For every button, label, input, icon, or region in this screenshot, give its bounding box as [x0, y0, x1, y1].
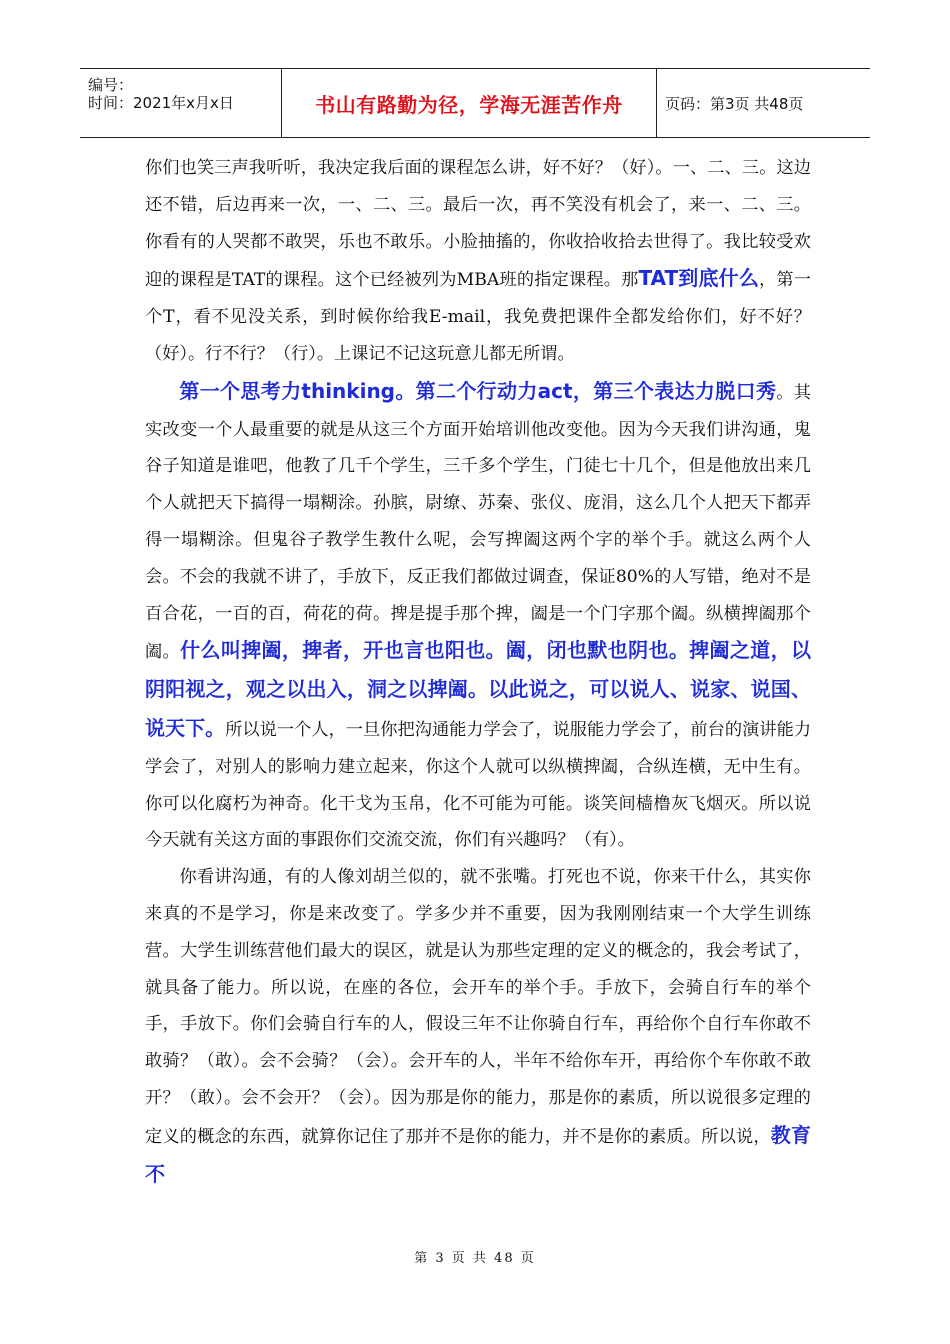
paragraph-2-rest: 所以说一个人，一旦你把沟通能力学会了，说服能力学会了，前台的演讲能力学会了，对别人的影响力建立起来，你这个人就可以纵横捭阖，合纵连横，无中生有。你可以化腐朽为神奇。化干戈为玉帛，化不可能为可能。谈笑间樯橹灰飞烟灭。所以说今天就有关这方面的事跟你们交流交流，你们有兴趣吗？（有）。 — [145, 719, 812, 851]
paragraph-2 — [145, 373, 811, 859]
paragraph-1 — [145, 150, 811, 373]
header-page-code: 页码：第3页 共48页 — [665, 95, 804, 113]
page-footer: 第 3 页 共 48 页 — [414, 1251, 536, 1266]
paragraph-3-text: 你看讲沟通，有的人像刘胡兰似的，就不张嘴。打死也不说，你来干什么，其实你来真的不是学习，你是来改变了。学多少并不重要，因为我刚刚结束一个大学生训练营。大学生训练营他们最大的误区，就是认为那些定理的定义的概念的，我会考试了，就具备了能力。所以说，在座的各位，会开车的举个手。手放下，会骑自行车的举个手，手放下。你们会骑自行车的人，假设三年不让你骑自行车，再给你个自行车你敢不敢骑？（敢）。会不会骑？（会）。会开车的人，半年不给你车开，再给你个车你敢不敢开？（敢）。会不会开？（会）。因为那是你的能力，那是你的素质，所以说很多定理的定义的概念的东西，就算你记住了那并不是你的能力，并不是你的素质。所以说， — [145, 867, 811, 1147]
page-header — [80, 68, 870, 138]
header-motto: 书山有路勤为径，学海无涯苦作舟 — [315, 93, 623, 117]
paragraph-3-highlight: 教育不 — [145, 1122, 811, 1186]
paragraph-1-highlight: TAT到底什么 — [638, 266, 760, 291]
header-page-cell — [657, 69, 870, 137]
paragraph-1-text: 你们也笑三声我听听，我决定我后面的课程怎么讲，好不好？（好）。一、二、三。这边还不错，后边再来一次，一、二、三。最后一次，再不笑没有机会了，来一、二、三。你看有的人哭都不敢哭，乐也不敢乐。小脸抽搐的，你收拾收拾去世得了。我比较受欢迎的课程是TAT的课程。这个已经被列为MBA班的指定课程。那 — [145, 158, 811, 291]
paragraph-2-highlight: 第一个思考力thinking。第二个行动力act，第三个表达力脱口秀 — [179, 378, 777, 403]
paragraph-3 — [145, 859, 811, 1194]
header-time-label: 时间：2021年x月x日 — [88, 94, 234, 112]
document-body — [145, 150, 811, 1194]
header-motto-cell — [281, 69, 657, 137]
header-meta — [80, 69, 280, 137]
paragraph-1-rest: ，第一个T，看不见没关系，到时候你给我E-mail，我免费把课件全都发给你们，好不好？（好）。行不行？（行）。上课记不记这玩意儿都无所谓。 — [145, 270, 811, 364]
paragraph-2-text: 。其实改变一个人最重要的就是从这三个方面开始培训他改变他。因为今天我们讲沟通，鬼谷子知道是谁吧，他教了几千个学生，三千多个学生，门徒七十几个，但是他放出来几个人就把天下搞得一塌糊涂。孙膑，尉缭、苏秦、张仪、庞涓，这么几个人把天下都弄得一塌糊涂。但鬼谷子教学生教什么呢，会写捭阖这两个字的举个手。就这么两个人会。不会的我就不讲了，手放下，反正我们都做过调查，保证80%的人写错，绝对不是百合花，一百的百，荷花的荷。捭是提手那个捭，阖是一个门字那个阖。纵横捭阖那个阖。 — [145, 382, 811, 663]
header-number-label: 编号： — [88, 76, 134, 94]
paragraph-2-highlight-2: 什么叫捭阖，捭者，开也言也阳也。阖，闭也默也阴也。捭阖之道，以阴阳视之，观之以出入，洞之以捭阖。以此说之，可以说人、说家、说国、说天下。 — [145, 638, 811, 740]
